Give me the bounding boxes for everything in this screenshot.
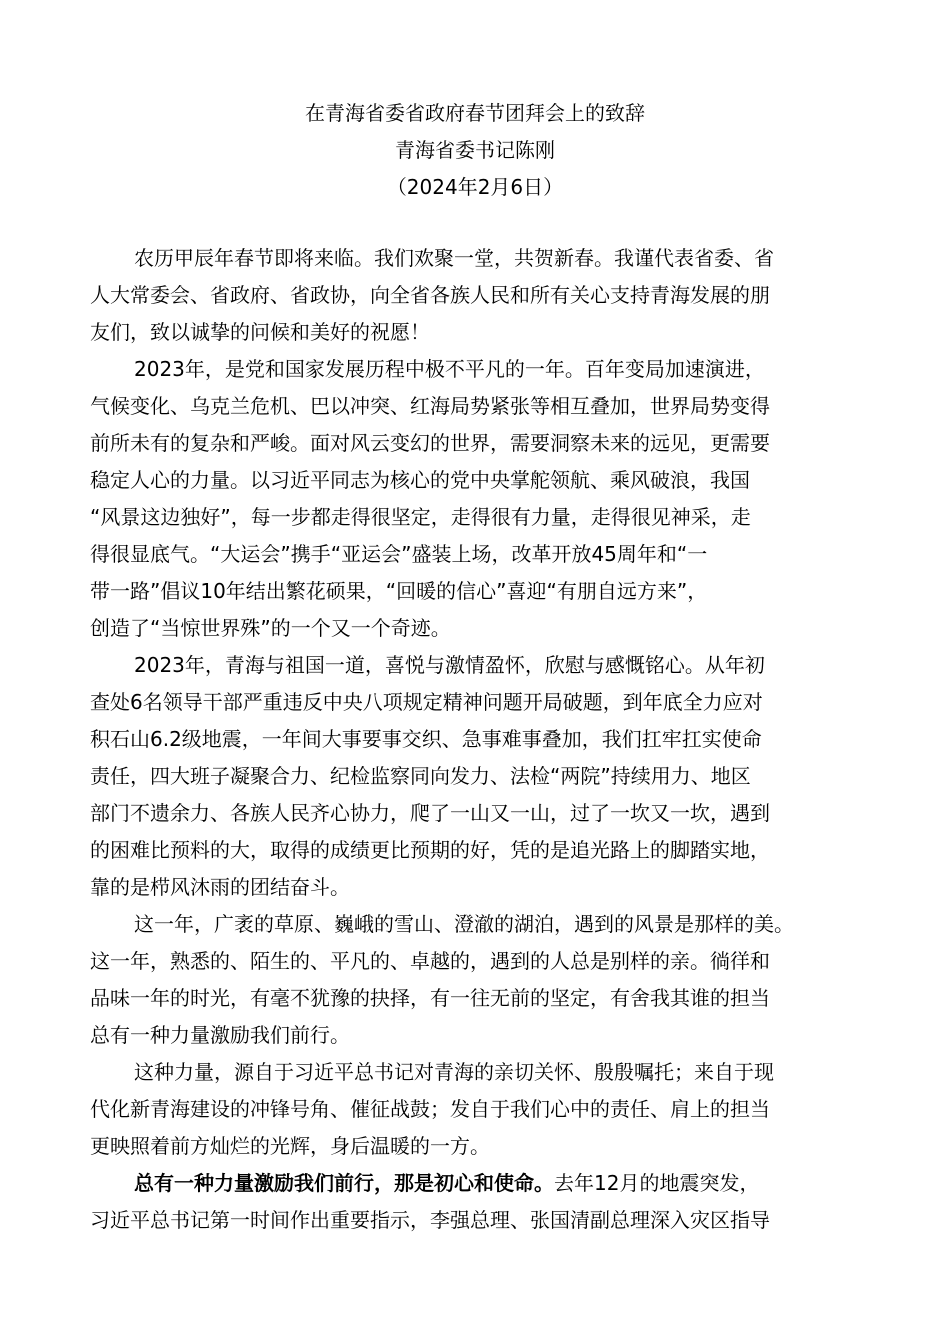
paragraph-line: 品味一年的时光，有毫不犹豫的抉择，有一往无前的坚定，有舍我其谁的担当: [90, 986, 770, 1010]
paragraph-line: 得很显底气。“大运会”携手“亚运会”盛装上场，改革开放45周年和“一: [90, 542, 708, 566]
paragraph-line: 创造了“当惊世界殊”的一个又一个奇迹。: [90, 616, 451, 640]
paragraph-line: “风景这边独好”，每一步都走得很坚定，走得很有力量，走得很见神采，走: [90, 505, 751, 529]
document-author: 青海省委书记陈刚: [395, 138, 555, 162]
document-date: （2024年2月6日）: [386, 175, 564, 199]
paragraph-line: 这种力量，源自于习近平总书记对青海的亲切关怀、殷殷嘱托；来自于现: [134, 1060, 774, 1084]
paragraph-2: [90, 351, 862, 647]
paragraph-line: 代化新青海建设的冲锋号角、催征战鼓；发自于我们心中的责任、肩上的担当: [90, 1097, 770, 1121]
paragraph-line: 稳定人心的力量。以习近平同志为核心的党中央掌舵领航、乘风破浪，我国: [90, 468, 750, 492]
paragraph-line: 的困难比预料的大，取得的成绩更比预期的好，凭的是追光路上的脚踏实地，: [90, 838, 770, 862]
paragraph-line: 积石山6.2级地震，一年间大事要事交织、急事难事叠加，我们扛牢扛实使命: [90, 727, 762, 751]
paragraph-line: 2023年，青海与祖国一道，喜悦与激情盈怀，欣慰与感慨铭心。从年初: [134, 653, 765, 677]
paragraph-line: 气候变化、乌克兰危机、巴以冲突、红海局势紧张等相互叠加，世界局势变得: [90, 394, 770, 418]
paragraph-line-rest: 去年12月的地震突发，: [554, 1171, 760, 1195]
paragraph-3: [90, 647, 862, 906]
paragraph-line: 责任，四大班子凝聚合力、纪检监察同向发力、法检“两院”持续用力、地区: [90, 764, 751, 788]
document-title: 在青海省委省政府春节团拜会上的致辞: [305, 101, 645, 125]
paragraph-4: [90, 906, 862, 1054]
paragraph-line: 总有一种力量激励我们前行。: [90, 1023, 350, 1047]
paragraph-line: 带一路”倡议10年结出繁花硕果，“回暖的信心”喜迎“有朋自远方来”，: [90, 579, 708, 603]
paragraph-6: [90, 1165, 862, 1239]
paragraph-line: 农历甲辰年春节即将来临。我们欢聚一堂，共贺新春。我谨代表省委、省: [134, 246, 774, 270]
paragraph-line: 友们，致以诚挚的问候和美好的祝愿！: [90, 320, 430, 344]
paragraph-1: [90, 240, 862, 351]
paragraph-line: [90, 1165, 862, 1202]
paragraph-line: 2023年，是党和国家发展历程中极不平凡的一年。百年变局加速演进，: [134, 357, 765, 381]
paragraph-line: 人大常委会、省政府、省政协，向全省各族人民和所有关心支持青海发展的朋: [90, 283, 770, 307]
paragraph-line: 这一年，熟悉的、陌生的、平凡的、卓越的，遇到的人总是别样的亲。徜徉和: [90, 949, 770, 973]
paragraph-5: [90, 1054, 862, 1165]
paragraph-line: 查处6名领导干部严重违反中央八项规定精神问题开局破题，到年底全力应对: [90, 690, 763, 714]
paragraph-line: 习近平总书记第一时间作出重要指示，李强总理、张国清副总理深入灾区指导: [90, 1208, 770, 1232]
paragraph-line: 这一年，广袤的草原、巍峨的雪山、澄澈的湖泊，遇到的风景是那样的美。: [134, 912, 794, 936]
paragraph-line: 前所未有的复杂和严峻。面对风云变幻的世界，需要洞察未来的远见，更需要: [90, 431, 770, 455]
document-header: [0, 95, 950, 206]
document-body: [90, 240, 862, 1239]
paragraph-line: 更映照着前方灿烂的光辉，身后温暖的一方。: [90, 1134, 490, 1158]
bold-lead-sentence: 总有一种力量激励我们前行，那是初心和使命。: [134, 1171, 554, 1195]
paragraph-line: 靠的是栉风沐雨的团结奋斗。: [90, 875, 350, 899]
paragraph-line: 部门不遗余力、各族人民齐心协力，爬了一山又一山，过了一坎又一坎，遇到: [90, 801, 770, 825]
